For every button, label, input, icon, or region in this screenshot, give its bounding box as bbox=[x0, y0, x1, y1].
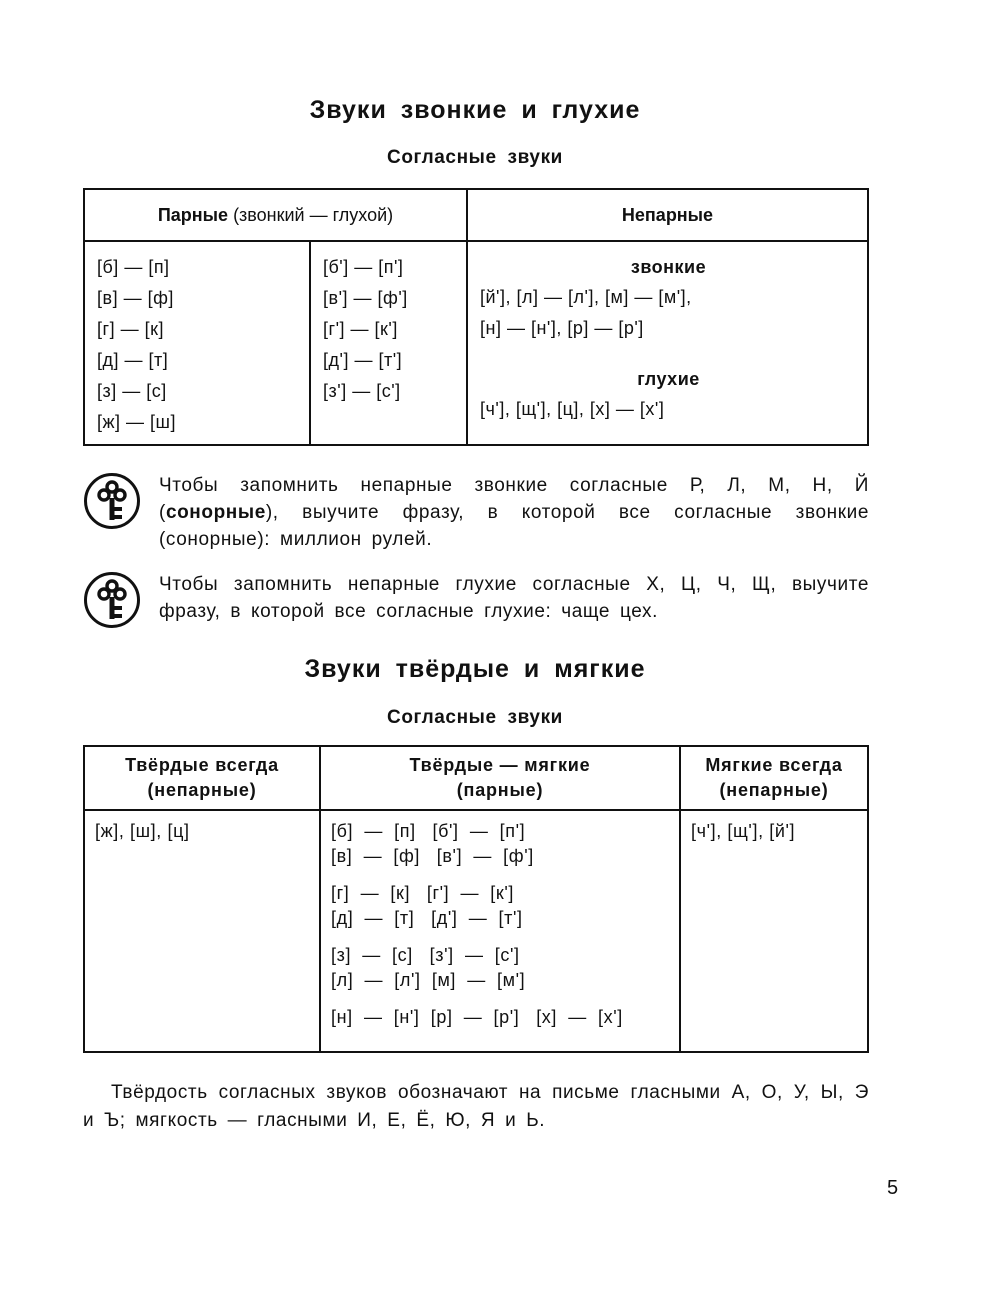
header-line: (парные) bbox=[456, 780, 544, 800]
pair-row: [ж] — [ш] bbox=[97, 412, 176, 432]
pair-line: [л] — [л'] [м] — [м'] bbox=[331, 970, 526, 990]
pair-row: [г] — [к] bbox=[97, 319, 164, 339]
voiced-line: [й'], [л] — [л'], [м] — [м'], bbox=[480, 287, 692, 307]
key-icon bbox=[83, 571, 141, 629]
pair-line: [н] — [н'] [р] — [р'] [х] — [х'] bbox=[331, 1007, 623, 1027]
note-text bbox=[159, 472, 869, 553]
voiceless-line: [ч'], [щ'], [ц], [х] — [х'] bbox=[480, 399, 665, 419]
pair-row: [д'] — [т'] bbox=[323, 350, 403, 370]
header-line: (непарные) bbox=[719, 780, 829, 800]
page-number: 5 bbox=[887, 1177, 899, 1199]
pair-line: [в] — [ф] [в'] — [ф'] bbox=[331, 846, 534, 866]
paired-header-bold: Парные bbox=[157, 204, 229, 225]
note-bold-term: сонорные bbox=[165, 502, 266, 523]
section2-subtitle: Согласные звуки bbox=[387, 707, 563, 728]
pair-line: [д] — [т] [д'] — [т'] bbox=[331, 908, 523, 928]
voiced-line: [н] — [н'], [р] — [р'] bbox=[480, 318, 644, 338]
paired-header bbox=[84, 189, 467, 241]
pair-group bbox=[331, 881, 669, 931]
pair-row: [г'] — [к'] bbox=[323, 319, 398, 339]
pair-row: [д] — [т] bbox=[97, 350, 169, 370]
pair-row: [в] — [ф] bbox=[97, 288, 174, 308]
paired-header-rest: (звонкий — глухой) bbox=[228, 204, 394, 225]
soft-always-cell: [ч'], [щ'], [й'] bbox=[680, 810, 868, 1052]
pair-line: [з] — [с] [з'] — [с'] bbox=[331, 945, 520, 965]
mnemonic-note-voiceless bbox=[83, 571, 869, 631]
hard-always-cell: [ж], [ш], [ц] bbox=[84, 810, 320, 1052]
section1-subtitle: Согласные звуки bbox=[387, 147, 563, 168]
paired-cell bbox=[320, 810, 680, 1052]
header-line: Твёрдые — мягкие bbox=[409, 755, 591, 775]
paired-soft-column bbox=[310, 241, 467, 445]
soft-always-header bbox=[680, 746, 868, 810]
header-line: Твёрдые всегда bbox=[125, 755, 279, 775]
mnemonic-note-voiced bbox=[83, 472, 869, 554]
header-line: Мягкие всегда bbox=[705, 755, 843, 775]
hardness-softness-rule: Твёрдость согласных звуков обозначают на письме гласными А, О, У, Ы, Э и Ъ; мягкость — гласными И, Е, Ё, Ю, Я и Ь. bbox=[83, 1082, 869, 1131]
pair-row: [з] — [с] bbox=[97, 381, 167, 401]
section1-title: Звуки звонкие и глухие bbox=[309, 96, 641, 124]
hard-soft-table bbox=[83, 745, 869, 1053]
paired-hard-column bbox=[84, 241, 310, 445]
header-line: (непарные) bbox=[147, 780, 257, 800]
paired-header bbox=[320, 746, 680, 810]
pair-group bbox=[331, 943, 669, 993]
note-text: Чтобы запомнить непарные глухие согласные Х, Ц, Ч, Щ, выучите фразу, в которой все согласные глухие: чаще цех. bbox=[159, 574, 869, 622]
pair-line: [г] — [к] [г'] — [к'] bbox=[331, 883, 514, 903]
pair-line: [б] — [п] [б'] — [п'] bbox=[331, 821, 526, 841]
pair-row: [в'] — [ф'] bbox=[323, 288, 408, 308]
note-text-b: ), выучите фразу, в которой все согласные звонкие (сонорные): миллион рулей. bbox=[159, 502, 869, 550]
voiced-voiceless-table bbox=[83, 188, 869, 446]
key-icon bbox=[83, 472, 141, 530]
pair-row: [б'] — [п'] bbox=[323, 257, 404, 277]
voiced-label: звонкие bbox=[630, 257, 707, 277]
unpaired-column bbox=[467, 241, 868, 445]
pair-row: [б] — [п] bbox=[97, 257, 170, 277]
pair-group bbox=[331, 1005, 669, 1030]
pair-group bbox=[331, 819, 669, 869]
voiceless-label: глухие bbox=[637, 369, 700, 389]
hard-always-header bbox=[84, 746, 320, 810]
section2-title: Звуки твёрдые и мягкие bbox=[304, 655, 646, 683]
pair-row: [з'] — [с'] bbox=[323, 381, 401, 401]
unpaired-header: Непарные bbox=[467, 189, 868, 241]
note-text-a: Чтобы запомнить непарные звонкие согласные Р, Л, М, Н, Й ( bbox=[159, 475, 869, 523]
